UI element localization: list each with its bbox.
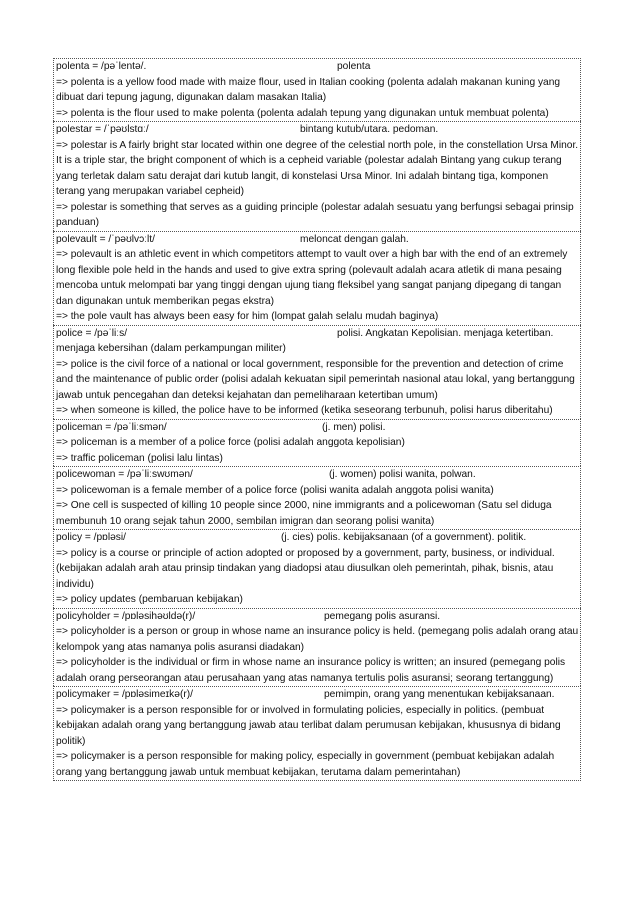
- definition-line: => polestar is something that serves as a guiding principle (polestar adalah sesuatu yang berfungsi sebagai prinsip panduan): [56, 201, 574, 228]
- headword: policy = /pɒləsi/: [56, 532, 126, 543]
- translation: (j. women) polisi wanita, polwan.: [329, 469, 476, 480]
- entry-polestar: [53, 121, 581, 231]
- headword: policyholder = /pɒləsihəʊldə(r)/: [56, 610, 196, 622]
- definition-line: => polevault is an athletic event in which competitors attempt to vault over a high bar with the end of an extremely long flexible pole held in the hands and used to give extra spring (polevault adalah acara atletik di mana pesaing mencoba untuk melompati bar yang tinggi dengan ujung tiang fleksibel yang sangat panjang dipegang di tangan dan digunakan untuk memberikan pegas ekstra): [56, 249, 568, 307]
- entry-head: [56, 232, 579, 248]
- definition-line: => police is the civil force of a national or local government, responsible for the prevention and detection of crime and the maintenance of public order (polisi adalah kekuatan sipil pemerintah nasional atau lokal, yang bertanggung jawab untuk pencegahan dan deteksi kejahatan dan pemeliharaan ketertiban umum): [56, 358, 575, 401]
- entry-head: [56, 122, 579, 138]
- definition-line: => One cell is suspected of killing 10 people since 2000, nine immigrants and a policewoman (Satu sel diduga membunuh 10 orang sejak tahun 2000, sembilan imigran dan seorang polisi wanita): [56, 500, 552, 527]
- entry-head: [56, 530, 579, 546]
- translation: polisi. Angkatan Kepolisian. menjaga ketertiban.: [337, 327, 554, 339]
- translation: (j. men) polisi.: [322, 421, 386, 433]
- headword: policeman = /pəˈliːsmən/: [56, 421, 167, 433]
- entry-policy: [53, 529, 581, 608]
- definition-line: => polestar is A fairly bright star located within one degree of the celestial north pole, in the constellation Ursa Minor. It is a triple star, the bright component of which is a cepheid variable (polestar adalah Bintang yang cukup terang yang terletak dalam satu derajat dari kutub langit, di konstelasi Ursa Minor. Ini adalah bintang tiga, komponen terang yang merupakan variabel cepheid): [56, 139, 579, 197]
- entry-head: [56, 467, 579, 483]
- entry-head: [56, 326, 579, 342]
- entry-head: [56, 687, 579, 703]
- entry-policewoman: [53, 466, 581, 529]
- entry-polevault: [53, 231, 581, 325]
- entry-policyholder: [53, 608, 581, 687]
- definition-line: => polenta is the flour used to make polenta (polenta adalah tepung yang digunakan untuk membuat polenta): [56, 107, 549, 119]
- definition-line: => policyholder is the individual or firm in whose name an insurance policy is written; an insured (pemegang polis adalah orang perseorangan atau perusahaan yang atas namanya tertulis polis asuransi; seorang tertanggung): [56, 657, 566, 684]
- headword: polevault = /ˈpəʊlvɔːlt/: [56, 233, 155, 245]
- definition-line: => polenta is a yellow food made with maize flour, used in Italian cooking (polenta adalah makanan kuning yang dibuat dari tepung jagung, digunakan dalam masakan Italia): [56, 76, 561, 103]
- definition-line: => policy updates (pembaruan kebijakan): [56, 594, 243, 605]
- headword: polestar = /ˈpəʊlstɑː/: [56, 124, 149, 135]
- definition-line: => policewoman is a female member of a police force (polisi wanita adalah anggota polisi wanita): [56, 484, 494, 496]
- dictionary-entries: [53, 58, 581, 781]
- translation: polenta: [337, 61, 371, 72]
- translation: pemimpin, orang yang menentukan kebijaksanaan.: [324, 689, 555, 700]
- entry-head: [56, 609, 579, 625]
- entry-head: [56, 59, 579, 75]
- definition-line: => policymaker is a person responsible for making policy, especially in government (pembuat kebijakan adalah orang yang bertanggung jawab untuk membuat kebijakan, terutama dalam pemerintahan): [56, 751, 555, 778]
- definition-line: menjaga kebersihan (dalam perkampungan militer): [56, 343, 286, 354]
- definition-line: => policymaker is a person responsible for or involved in formulating policies, especially in politics. (pembuat kebijakan adalah orang yang bertanggung jawab atau terlibat dalam perumusan kebijakan, khususnya di bidang politik): [56, 704, 561, 747]
- translation: (j. cies) polis. kebijaksanaan (of a government). politik.: [281, 532, 527, 543]
- entry-policymaker: [53, 686, 581, 781]
- definition-line: => policeman is a member of a police force (polisi adalah anggota kepolisian): [56, 437, 405, 448]
- entry-police: [53, 325, 581, 419]
- translation: bintang kutub/utara. pedoman.: [300, 124, 439, 135]
- translation: pemegang polis asuransi.: [324, 610, 441, 622]
- definition-line: => policy is a course or principle of action adopted or proposed by a government, party, business, or individual. (kebijakan adalah arah atau prinsip tindakan yang diadopsi atau diusulkan oleh pemerintah, pihak, bisnis, atau individu): [56, 547, 555, 590]
- headword: policymaker = /pɒləsimeɪkə(r)/: [56, 689, 193, 700]
- definition-line: => the pole vault has always been easy for him (lompat galah selalu mudah baginya): [56, 311, 439, 322]
- headword: policewoman = /pəˈliːswʊmən/: [56, 469, 193, 480]
- entry-head: [56, 420, 579, 436]
- translation: meloncat dengan galah.: [300, 233, 409, 245]
- entry-polenta: [53, 58, 581, 121]
- entry-policeman: [53, 419, 581, 467]
- headword: police = /pəˈliːs/: [56, 327, 128, 339]
- headword: polenta = /pəˈlentə/.: [56, 61, 147, 72]
- definition-line: => traffic policeman (polisi lalu lintas): [56, 452, 223, 464]
- definition-line: => policyholder is a person or group in whose name an insurance policy is held. (pemegang polis adalah orang atau kelompok yang atas namanya polis asuransi diadakan): [56, 626, 579, 653]
- definition-line: => when someone is killed, the police have to be informed (ketika seseorang terbunuh, polisi harus diberitahu): [56, 405, 553, 416]
